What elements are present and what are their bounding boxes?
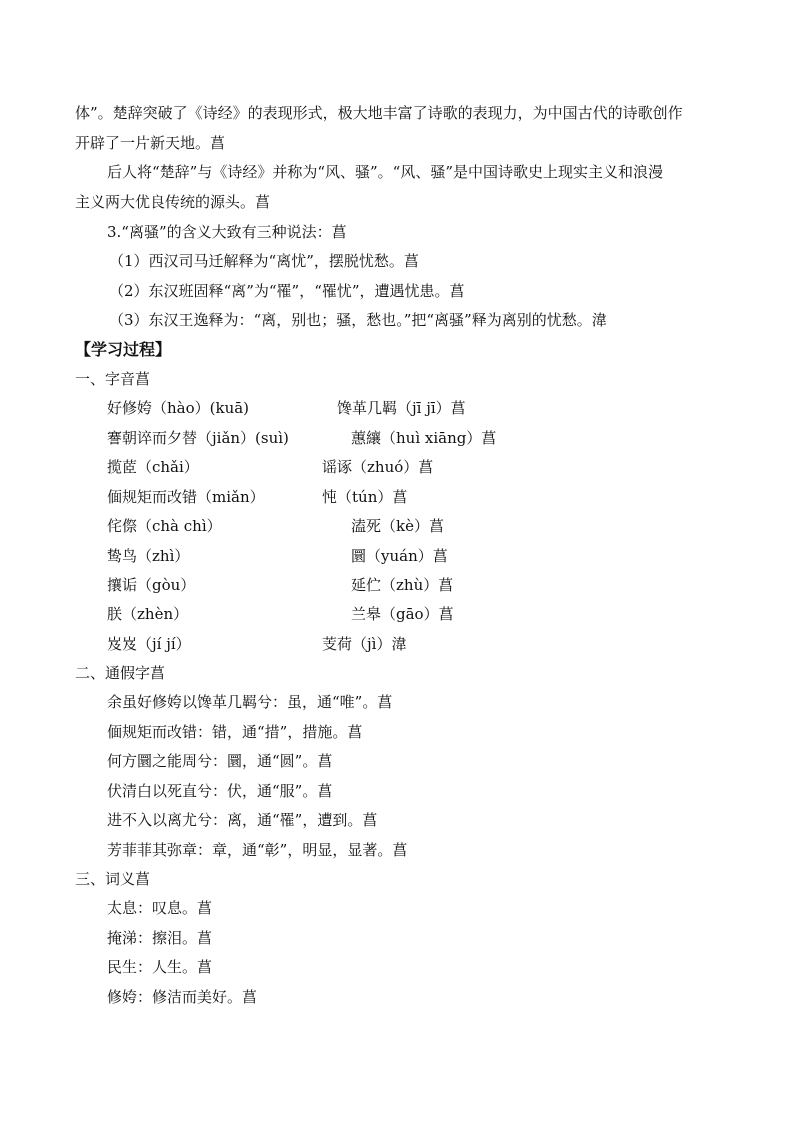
tongjia-item-1: 余虽好修姱以馋革几羁兮：虽，通“唯”。菖 [107,693,393,711]
pronunciation-right-3: 谣诼（zhuó）菖 [322,458,434,476]
pronunciation-right-4: 忳（tún）菖 [322,488,408,506]
word-meaning-2: 掩涕：擦泪。菖 [107,929,213,947]
intro-point-3-b: （2）东汉班固释“离”为“罹”，“罹忧”，遭遇忧患。菖 [109,282,465,300]
pronunciation-left-1: 好修姱（hào）(kuā) [107,399,250,417]
pronunciation-left-9: 岌岌（jí jí） [107,635,191,653]
pronunciation-right-9: 芰荷（jì）湋 [322,635,407,653]
intro-paragraph-2-line-1: 后人将“楚辞”与《诗经》并称为“风、骚”。“风、骚”是中国诗歌史上现实主义和浪漫 [107,163,664,181]
tongjia-item-4: 伏清白以死直兮：伏，通“服”。菖 [107,782,333,800]
word-meaning-4: 修姱：修洁而美好。菖 [107,988,258,1006]
pronunciation-right-2: 蕙纕（huì xiāng）菖 [351,429,497,447]
pronunciation-left-3: 揽茝（chǎi） [107,458,199,476]
tongjia-item-6: 芳菲菲其弥章：章，通“彰”，明显，显著。菖 [107,841,408,859]
tongjia-item-5: 进不入以离尤兮：离，通“罹”，遭到。菖 [107,811,378,829]
intro-point-3: 3.“离骚”的含义大致有三种说法：菖 [107,223,347,241]
pronunciation-right-7: 延伫（zhù）菖 [351,576,454,594]
pronunciation-right-6: 圜（yuán）菖 [351,547,448,565]
intro-point-3-c: （3）东汉王逸释为：“离，别也；骚，愁也。”把“离骚”释为离别的忧愁。湋 [109,311,607,329]
word-meaning-1: 太息：叹息。菖 [107,899,213,917]
pronunciation-left-5: 侘傺（chà chì） [107,517,222,535]
tongjia-item-3: 何方圜之能周兮：圜，通“圆”。菖 [107,752,333,770]
intro-paragraph-2-line-2: 主义两大优良传统的源头。菖 [75,193,271,211]
pronunciation-left-4: 偭规矩而改错（miǎn） [107,488,265,506]
intro-paragraph-1-line-1: 体”。楚辞突破了《诗经》的表现形式，极大地丰富了诗歌的表现力，为中国古代的诗歌创作 [75,104,683,122]
section-2-title: 二、通假字菖 [75,664,166,682]
pronunciation-left-2: 謇朝谇而夕替（jiǎn）(suì) [107,429,289,447]
section-3-title: 三、词义菖 [75,870,151,888]
section-title: 【学习过程】 [75,340,172,359]
tongjia-item-2: 偭规矩而改错：错，通“措”，措施。菖 [107,723,363,741]
intro-point-3-a: （1）西汉司马迁解释为“离忧”，摆脱忧愁。菖 [109,252,419,270]
word-meaning-3: 民生：人生。菖 [107,958,213,976]
pronunciation-left-8: 朕（zhèn） [107,605,189,623]
intro-paragraph-1-line-2: 开辟了一片新天地。菖 [75,134,226,152]
pronunciation-right-1: 馋革几羁（jī jī）菖 [337,399,466,417]
pronunciation-left-6: 鸷鸟（zhì） [107,547,190,565]
section-1-title: 一、字音菖 [75,370,151,388]
pronunciation-left-7: 攘诟（gòu） [107,576,196,594]
pronunciation-right-5: 溘死（kè）菖 [351,517,444,535]
pronunciation-right-8: 兰皋（gāo）菖 [351,605,454,623]
